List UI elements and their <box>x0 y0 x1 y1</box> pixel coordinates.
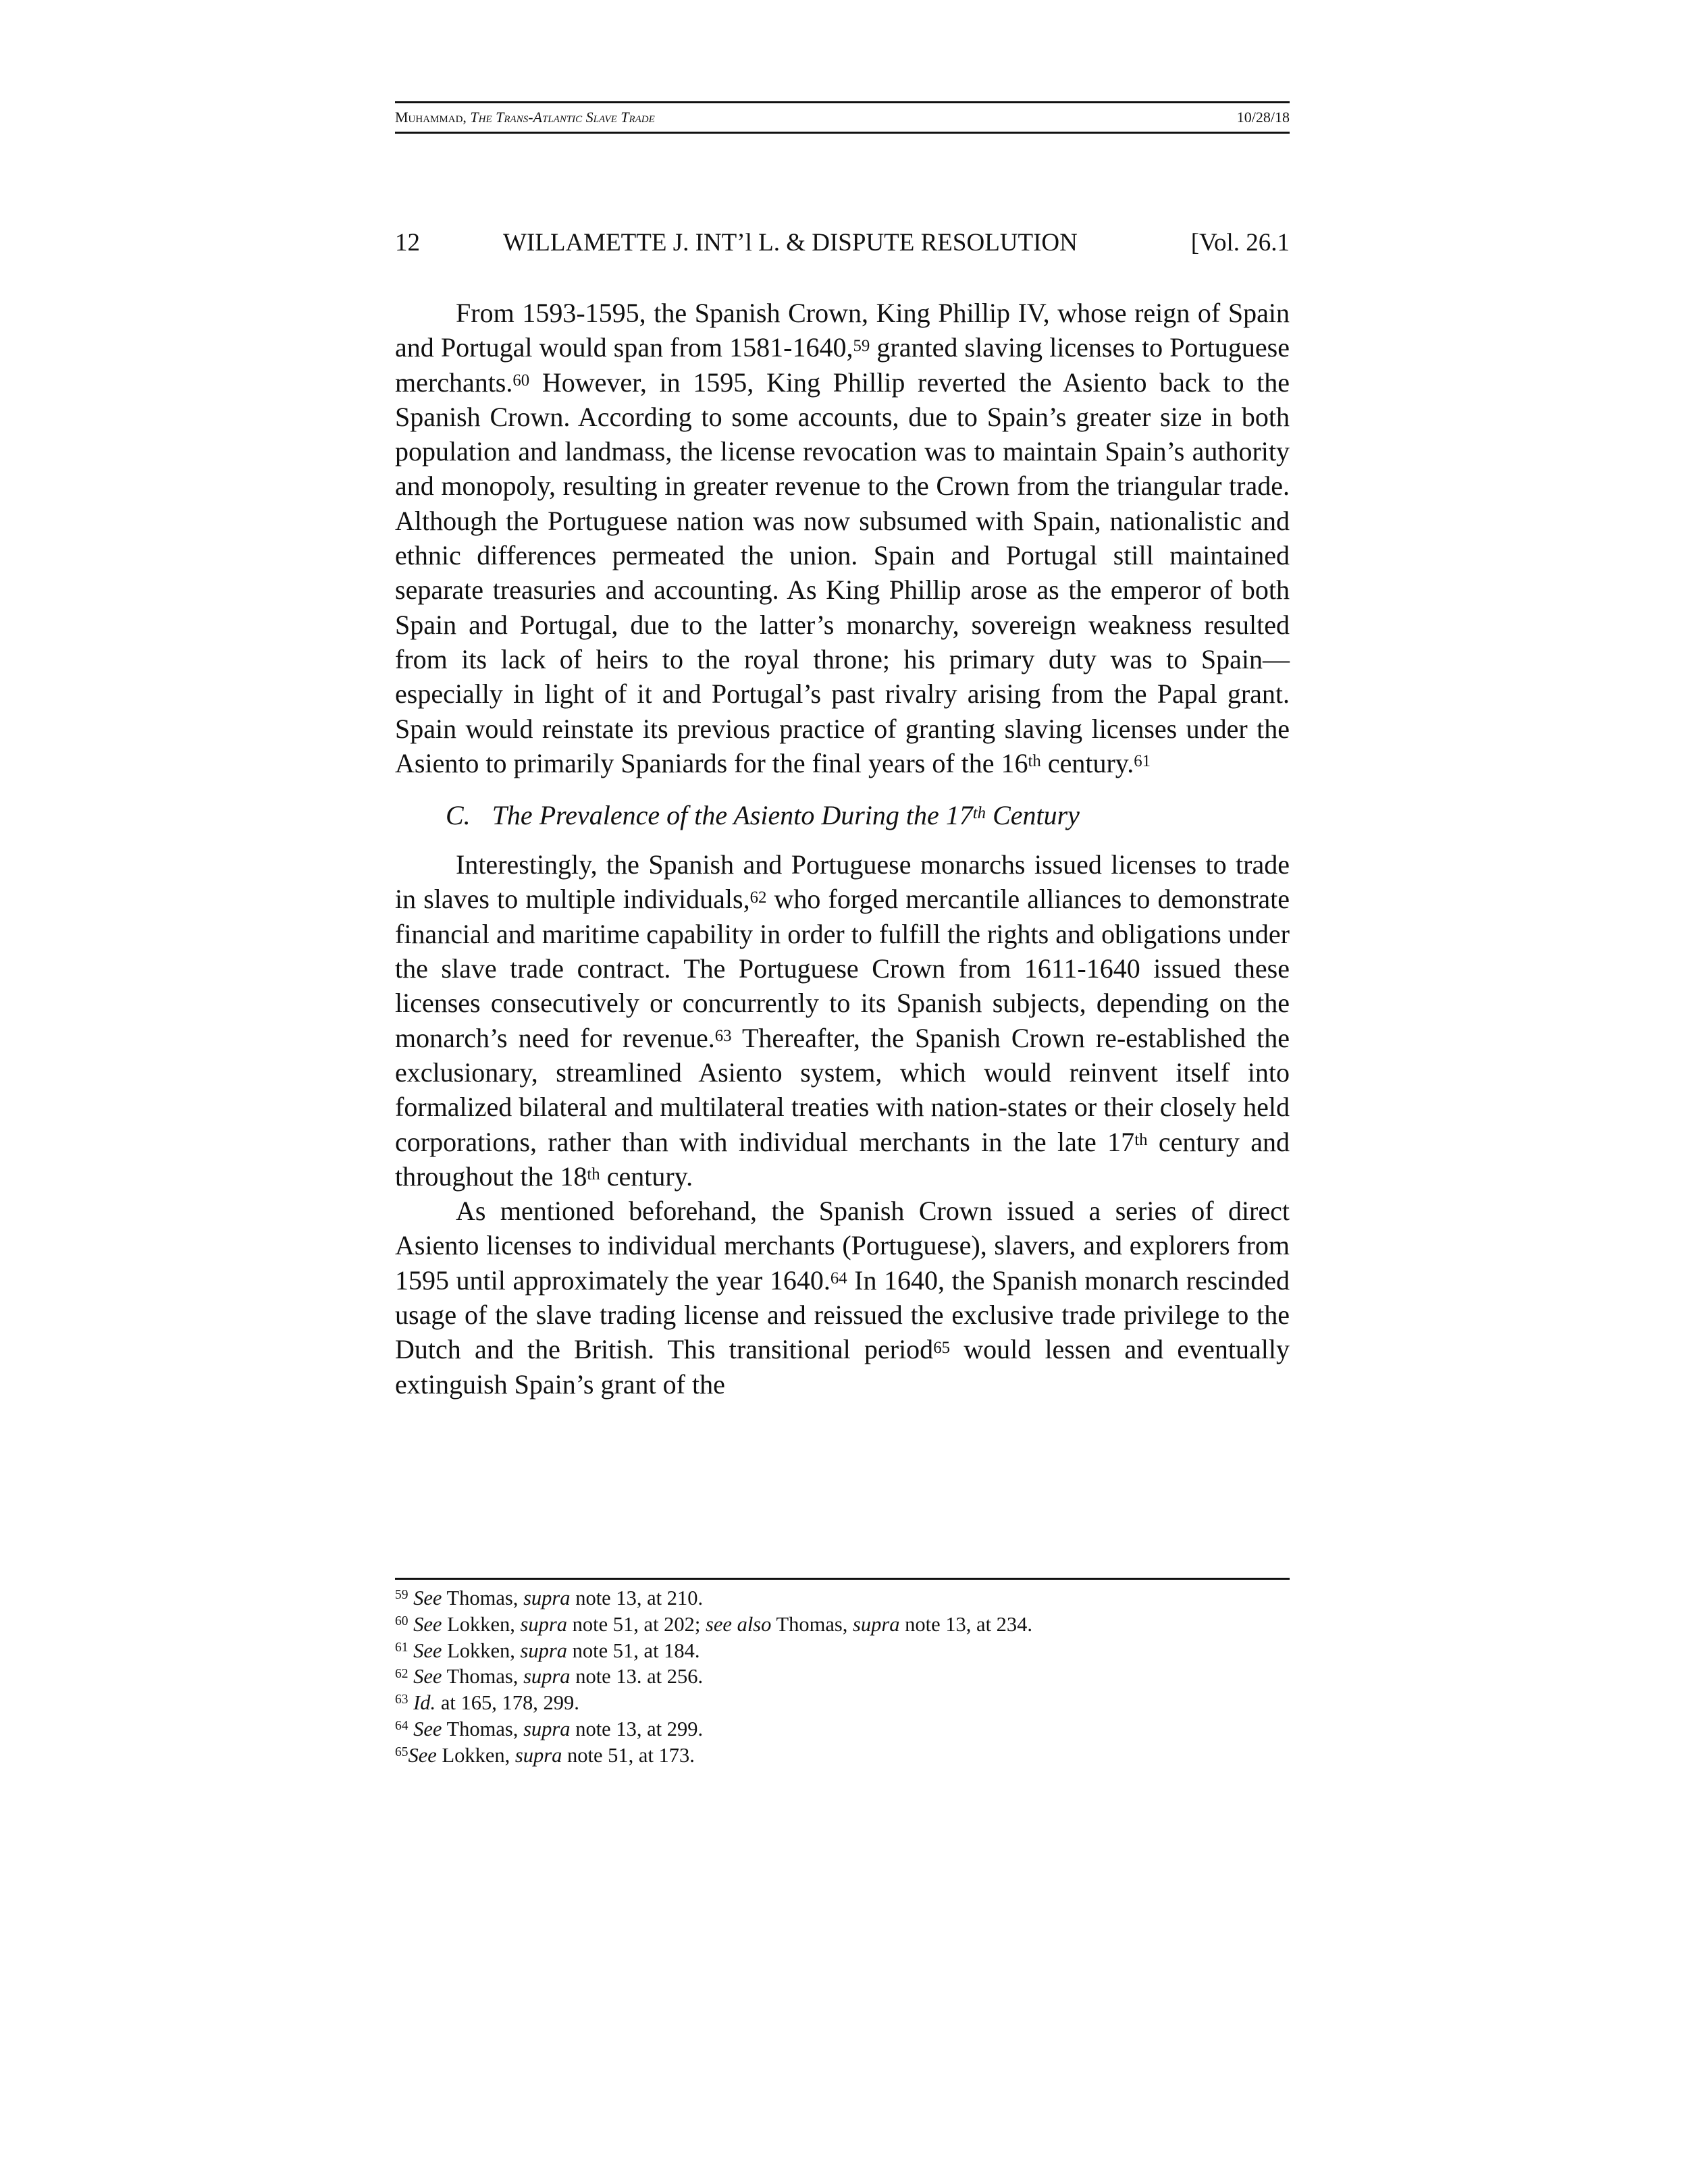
citation-text: Thomas, <box>442 1587 524 1609</box>
signal: See <box>408 1743 437 1767</box>
footnote-63 <box>395 1690 1290 1716</box>
citation-text: note 51, at 202; <box>567 1612 706 1636</box>
heading-text: Century <box>986 800 1080 831</box>
text-run: From 1593-1595, the Spanish Crown, King Phillip IV, whose reign of Spain and Portugal would span from 1581-1640, <box>395 298 1290 363</box>
text-run: who forged mercantile alliances to demonstrate financial and maritime capability in order to fulfill the rights and obligations under the slave trade contract. The Portuguese Crown from 1611-1640 issued these licenses consecutively or concurrently to its Spanish subjects, depending on the monarch’s need for revenue. <box>395 884 1290 1053</box>
paragraph-3 <box>395 1194 1290 1402</box>
footnote-62 <box>395 1663 1290 1690</box>
signal: see also <box>706 1612 772 1636</box>
citation-text: Thomas, <box>442 1665 524 1688</box>
article-body <box>395 296 1290 1402</box>
text-run: granted slaving licenses to Portuguese merchants. <box>395 332 1290 398</box>
footnote-number: 61 <box>395 1640 408 1655</box>
footnote-number: 60 <box>395 1614 408 1629</box>
text-run: Thereafter, the Spanish Crown re-established the exclusionary, streamlined Asiento system, which would reinvent itself into formalized bilateral and multilateral treaties with nation-states or their closely held corporations, rather than with individual merchants in the late 17 <box>395 1022 1290 1157</box>
footnote-ref-60[interactable]: 60 <box>512 371 530 390</box>
citation-text: Thomas, <box>771 1612 853 1636</box>
citation-text: Thomas, <box>442 1717 524 1740</box>
paragraph-1 <box>395 296 1290 780</box>
ordinal-suffix: th <box>972 804 986 823</box>
text-run: century and throughout the 18 <box>395 1126 1290 1192</box>
signal: See <box>413 1665 442 1688</box>
ordinal-suffix: th <box>587 1165 600 1184</box>
journal-title: WILLAMETTE J. INT’l L. & DISPUTE RESOLUTION <box>503 229 1078 257</box>
footnote-60 <box>395 1612 1290 1638</box>
footnote-number: 64 <box>395 1719 408 1734</box>
page-header <box>395 228 1290 257</box>
citation-text: Lokken, <box>436 1743 515 1767</box>
page-number: 12 <box>395 229 420 257</box>
volume-label: [Vol. 26.1 <box>1190 229 1290 257</box>
citation-text: note 51, at 184. <box>567 1639 700 1662</box>
footnote-ref-63[interactable]: 63 <box>714 1026 732 1045</box>
text-run: would lessen and eventually extinguish Spain’s grant of the <box>395 1334 1290 1400</box>
text-run: century. <box>1040 747 1134 778</box>
footnote-ref-65[interactable]: 65 <box>933 1338 950 1357</box>
citation-text: note 13, at 210. <box>570 1587 704 1609</box>
footnote-59 <box>395 1585 1290 1612</box>
running-header-date: 10/28/18 <box>1236 109 1290 126</box>
heading-text: The Prevalence of the Asiento During the 17 <box>492 800 973 831</box>
supra: supra <box>515 1743 562 1767</box>
citation-text: Lokken, <box>442 1612 521 1636</box>
ordinal-suffix: th <box>1134 1130 1148 1149</box>
paragraph-2 <box>395 847 1290 1194</box>
text-run: As mentioned beforehand, the Spanish Crown issued a series of direct Asiento licenses to individual merchants (Portuguese), slavers, and explorers from 1595 until approximately the year 1640. <box>395 1196 1290 1296</box>
text-run: century. <box>600 1161 693 1192</box>
running-header-author: Muhammad, <box>395 109 467 126</box>
text-run: In 1640, the Spanish monarch rescinded usage of the slave trading license and reissued the exclusive trade privilege to the Dutch and the British. This transitional period <box>395 1264 1290 1365</box>
text-run: However, in 1595, King Phillip reverted the Asiento back to the Spanish Crown. According to some accounts, due to Spain’s greater size in both population and landmass, the license revocation was to maintain Spain’s authority and monopoly, resulting in greater revenue to the Crown from the triangular trade. Although the Portuguese nation was now subsumed with Spain, nationalistic and ethnic differences permeated the union. Spain and Portugal still maintained separate treasuries and accounting. As King Phillip arose as the emperor of both Spain and Portugal, due to the latter’s monarchy, sovereign weakness resulted from its lack of heirs to the royal throne; his primary duty was to Spain—especially in light of it and Portugal’s past rivalry arising from the Papal grant. Spain would reinstate its previous practice of granting slaving licenses under the Asiento to primarily Spaniards for the final years of the 16 <box>395 367 1290 778</box>
signal: See <box>413 1639 442 1662</box>
text-run: Interestingly, the Spanish and Portuguese monarchs issued licenses to trade in slaves to multiple individuals, <box>395 849 1290 915</box>
supra: supra <box>523 1587 571 1609</box>
section-letter: C. <box>446 800 471 831</box>
footnotes <box>395 1585 1290 1769</box>
supra: supra <box>520 1612 568 1636</box>
footnote-number: 63 <box>395 1693 408 1707</box>
citation-text: note 13, at 234. <box>899 1612 1033 1636</box>
footnote-number: 59 <box>395 1588 408 1603</box>
footnote-divider <box>395 1578 1290 1580</box>
footnote-ref-64[interactable]: 64 <box>830 1269 847 1288</box>
footnote-ref-62[interactable]: 62 <box>749 888 767 907</box>
footnote-64 <box>395 1716 1290 1742</box>
citation-text: Lokken, <box>442 1639 521 1662</box>
citation-text: note 51, at 173. <box>562 1743 695 1767</box>
supra: supra <box>520 1639 568 1662</box>
running-header <box>395 101 1290 134</box>
footnote-61 <box>395 1638 1290 1664</box>
signal: See <box>413 1612 442 1636</box>
citation-text: note 13. at 256. <box>570 1665 704 1688</box>
footnote-number: 62 <box>395 1666 408 1681</box>
running-header-article-title: The Trans-Atlantic Slave Trade <box>470 109 655 126</box>
footnote-ref-61[interactable]: 61 <box>1134 752 1151 771</box>
citation-text: note 13, at 299. <box>570 1717 704 1740</box>
signal: Id. <box>413 1691 436 1715</box>
footnote-ref-59[interactable]: 59 <box>853 336 870 355</box>
supra: supra <box>523 1717 571 1740</box>
signal: See <box>413 1587 442 1609</box>
supra: supra <box>853 1612 900 1636</box>
section-heading <box>395 798 1290 832</box>
ordinal-suffix: th <box>1028 752 1041 771</box>
supra: supra <box>523 1665 571 1688</box>
signal: See <box>413 1717 442 1740</box>
citation-text: at 165, 178, 299. <box>436 1691 579 1715</box>
running-header-title <box>395 109 655 126</box>
footnote-number: 65 <box>395 1745 408 1759</box>
footnote-65 <box>395 1742 1290 1769</box>
